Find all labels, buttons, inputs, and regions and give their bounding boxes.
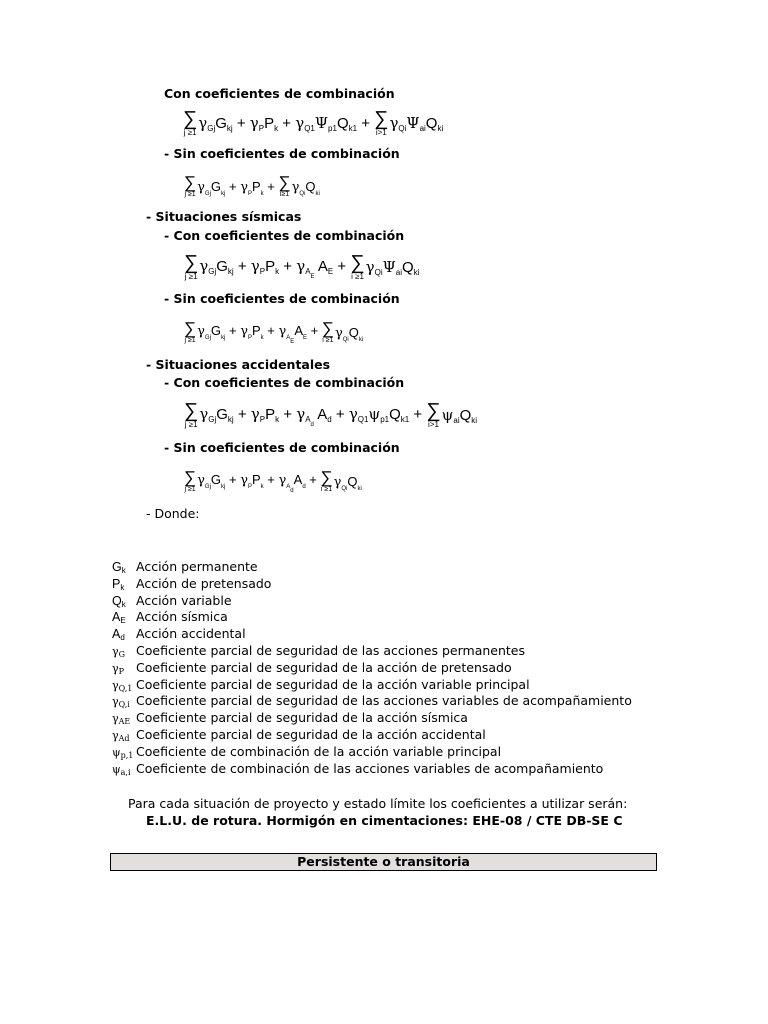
symbol: $\gamma_{Q,1}$: [112, 678, 133, 693]
table-header-persistente: Persistente o transitoria: [110, 853, 657, 871]
symbol: $\gamma_{Q,i}$: [112, 695, 130, 710]
symbol-row: [112, 576, 271, 593]
symbol-row: [112, 660, 512, 677]
heading-sin-coeficientes-3: - Sin coeficientes de combinación: [164, 440, 400, 455]
symbol: $\gamma_{Ad}$: [112, 729, 130, 743]
heading-con-coeficientes-3: - Con coeficientes de combinación: [164, 375, 405, 390]
symbol-description: Acción sísmica: [136, 609, 228, 625]
symbol-description: Acción variable: [136, 592, 232, 608]
formula-accidental-without-coefficients: ∑ j ≥1 $\gamma_{Gj}G_{kj} + \gamma_PP_k + \gamma_{A_d}A_d$ + ∑ i ≥1 $\gamma_{Qi}Q_{ki}$: [184, 468, 362, 494]
symbol: $Q_k$: [112, 593, 126, 609]
symbol-description: Coeficiente de combinación de la acción variable principal: [136, 743, 502, 759]
symbol-description: Acción permanente: [136, 559, 258, 574]
symbol: $A_d$: [112, 627, 125, 643]
symbol-row: [112, 677, 530, 694]
symbol-row: [112, 626, 246, 643]
symbol: $A_E$: [112, 610, 126, 626]
symbol-description: Coeficiente parcial de seguridad de la acción de pretensado: [136, 659, 512, 675]
symbol-description: Coeficiente parcial de seguridad de las acciones variables de acompañamiento: [136, 693, 632, 709]
symbol: $\gamma_{AE}$: [112, 712, 131, 727]
heading-con-coeficientes-2: - Con coeficientes de combinación: [164, 228, 405, 243]
formula-seismic-without-coefficients: ∑ j ≥1 $\gamma_{Gj}G_{kj} + \gamma_PP_k + \gamma_{A_E}A_E$ + ∑ i ≥1 $\gamma_{Qi}Q_{ki}$: [184, 319, 364, 345]
symbol-description: Coeficiente de combinación de las acciones variables de acompañamiento: [136, 760, 604, 776]
formula-seismic-with-coefficients: ∑ j ≥1 $\gamma_{Gj}G_{kj} + \gamma_PP_k + \gamma_{A_E}$ $A_E$ + ∑ i ≥1 $\gamma_{Qi}\Psi_{ai}Q_{ki}$: [184, 252, 420, 281]
heading-sin-coeficientes-2: - Sin coeficientes de combinación: [164, 291, 400, 306]
donde-label: - Donde:: [146, 506, 200, 521]
symbol: $\psi_{p,1}$: [112, 745, 134, 760]
symbol: $G_k$: [112, 560, 126, 575]
formula-persistent-with-coefficients: ∑ j ≥1 $\gamma_{Gj}G_{kj} + \gamma_PP_k + \gamma_{Q1}\Psi_{p1}Q_{k1}$ + ∑ i>1 $\gamma_{Qi}\Psi_{ai}Q_{ki}$: [183, 108, 444, 137]
symbol: $\gamma_P$: [112, 661, 124, 676]
section-title-elu: E.L.U. de rotura. Hormigón en cimentaciones: EHE-08 / CTE DB-SE C: [146, 813, 623, 828]
symbol-description: Coeficiente parcial de seguridad de la acción sísmica: [136, 710, 468, 726]
heading-con-coeficientes-1: Con coeficientes de combinación: [164, 86, 395, 101]
symbol-row: [112, 710, 468, 727]
symbol-description: Acción accidental: [136, 626, 246, 642]
symbol-description: Coeficiente parcial de seguridad de las acciones permanentes: [136, 643, 526, 658]
formula-accidental-with-coefficients: ∑ j ≥1 $\gamma_{Gj}G_{kj} + \gamma_PP_k + \gamma_{A_d}$ $A_d + \gamma_{Q1}\psi_{p1}Q_{k1}$ + ∑ i>1 $\psi_{ai}Q_{ki}$: [184, 400, 478, 429]
symbol: $P_k$: [112, 576, 125, 592]
symbol-row: [112, 744, 501, 761]
coefficients-intro: Para cada situación de proyecto y estado límite los coeficientes a utilizar serán:: [128, 796, 628, 811]
symbol: $\psi_{a,i}$: [112, 762, 131, 777]
symbol-row: [112, 727, 486, 744]
symbol-row: [112, 761, 603, 778]
symbol-row: [112, 693, 632, 710]
formula-persistent-without-coefficients: ∑ j ≥1 $\gamma_{Gj}G_{kj} + \gamma_PP_k$ + ∑ i≥1 $\gamma_{Qi}Q_{ki}$: [184, 173, 320, 198]
symbol-description: Coeficiente parcial de seguridad de la acción accidental: [136, 727, 486, 742]
symbol-row: [112, 643, 525, 660]
symbol-row: [112, 593, 232, 610]
heading-situaciones-sismicas: - Situaciones sísmicas: [146, 209, 302, 224]
symbol: $\gamma_G$: [112, 645, 125, 659]
symbol-description: Coeficiente parcial de seguridad de la acción variable principal: [136, 676, 530, 692]
heading-sin-coeficientes-1: - Sin coeficientes de combinación: [164, 146, 400, 161]
symbol-row: [112, 559, 258, 576]
symbol-description: Acción de pretensado: [136, 575, 272, 591]
heading-situaciones-accidentales: - Situaciones accidentales: [146, 357, 331, 372]
symbol-row: [112, 609, 228, 626]
